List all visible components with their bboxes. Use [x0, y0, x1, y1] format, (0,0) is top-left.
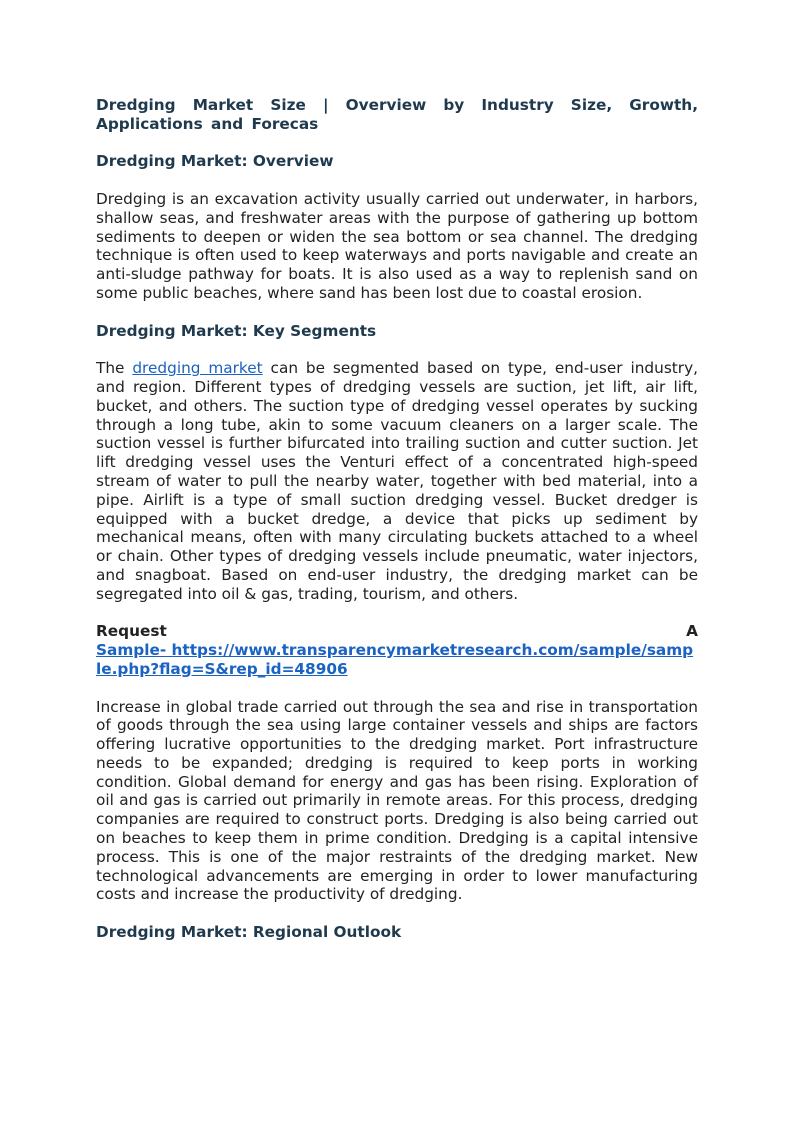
overview-paragraph: Dredging is an excavation activity usually carried out underwater, in harbors, shallow seas, and freshwater areas with the purpose of gathering up bottom sediments to deepen or widen the sea bottom or sea channel. The dredging technique is often used to keep waterways and ports navigable and create an anti-sludge pathway for boats. It is also used as a way to replenish sand on some public beaches, where sand has been lost due to coastal erosion.: [96, 189, 698, 302]
spacer: [96, 171, 698, 190]
request-article: A: [686, 622, 698, 641]
drivers-paragraph: Increase in global trade carried out through the sea and rise in transportation of goods through the sea using large container vessels and ships are factors offering lucrative opportunities to the dredging market. Port infrastructure needs to be expanded; dredging is required to keep ports in working condition. Global demand for energy and gas has been rising. Exploration of oil and gas is carried out primarily in remote areas. For this process, dredging companies are required to construct ports. Dredging is also being carried out on beaches to keep them in prime condition. Dredging is a capital intensive process. This is one of the major restraints of the dredging market. New technological advancements are emerging in order to lower manufacturing costs and increase the productivity of dredging.: [96, 697, 698, 904]
overview-heading: Dredging Market: Overview: [96, 152, 334, 171]
spacer: [96, 604, 698, 623]
request-sample-link[interactable]: Sample- https://www.transparencymarketresearch.com/sample/sample.php?flag=S&rep_id=48906: [96, 641, 694, 678]
spacer: [96, 340, 698, 359]
spacer: [96, 904, 698, 923]
request-sample-line: [96, 622, 698, 641]
segments-paragraph: [96, 359, 698, 603]
dredging-market-link[interactable]: dredging market: [132, 359, 263, 378]
document-page: [96, 96, 698, 942]
segments-heading: Dredging Market: Key Segments: [96, 321, 377, 340]
segments-body-text: can be segmented based on type, end-user industry, and region. Different types of dredging vessels are suction, jet lift, air lift, bucket, and others. The suction type of dredging vessel operates by sucking through a long tube, akin to some vacuum cleaners on a larger scale. The suction vessel is further bifurcated into trailing suction and cutter suction. Jet lift dredging vessel uses the Venturi effect of a concentrated high-speed stream of water to pull the nearby water, together with bed material, into a pipe. Airlift is a type of small suction dredging vessel. Bucket dredger is equipped with a bucket dredge, a device that picks up sediment by mechanical means, often with many circulating buckets attached to a wheel or chain. Other types of dredging vessels include pneumatic, water injectors, and snagboat. Based on end-user industry, the dredging market can be segregated into oil & gas, trading, tourism, and others.: [96, 359, 698, 603]
regional-heading: Dredging Market: Regional Outlook: [96, 923, 402, 942]
segments-lead-text: The: [96, 359, 133, 378]
document-title: Dredging Market Size | Overview by Industry Size, Growth, Applications and Forecas: [96, 96, 698, 133]
request-label: Request: [96, 622, 167, 641]
spacer: [96, 134, 698, 153]
spacer: [96, 679, 698, 698]
spacer: [96, 303, 698, 322]
